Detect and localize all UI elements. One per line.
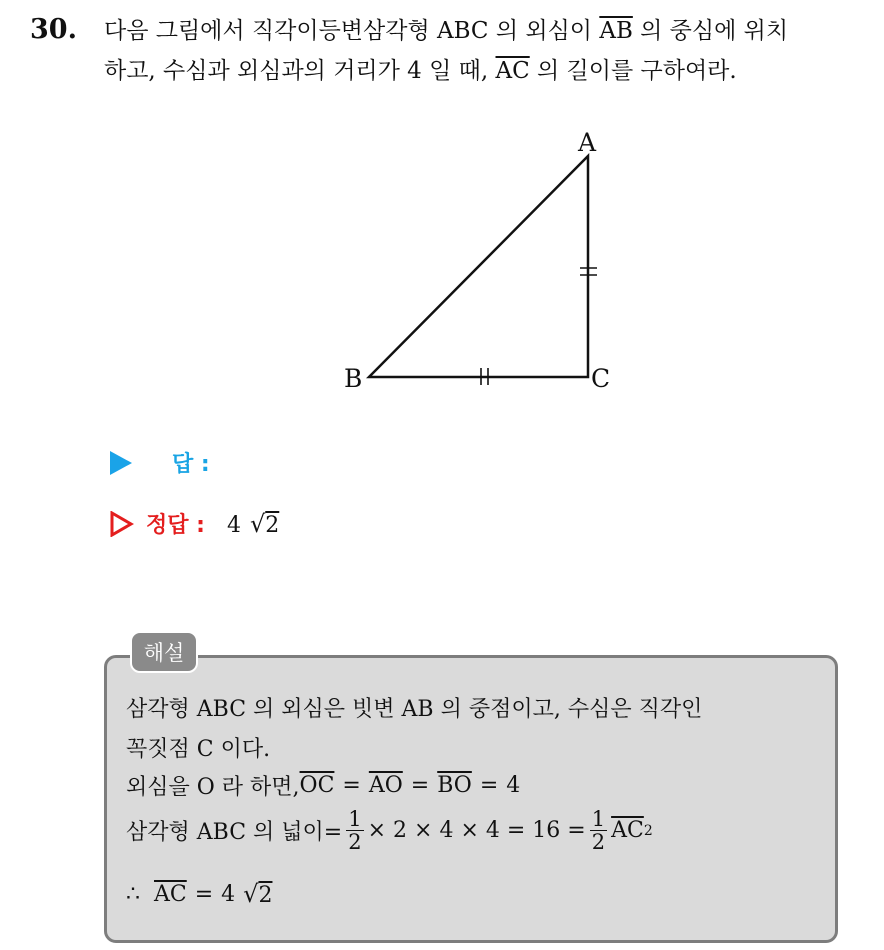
segment-ab: $\overline{AB}$	[599, 18, 633, 44]
radical-sign-icon: √	[243, 880, 259, 908]
result-sqrt	[241, 880, 272, 908]
fraction-half	[346, 808, 363, 853]
explanation-line-2: 꼭짓점 C 이다.	[126, 737, 271, 762]
therefore-symbol: ∴	[126, 881, 140, 907]
fraction-half-2	[590, 808, 607, 853]
segment-ac-squared: $\overline{AC}$	[611, 818, 644, 843]
key-answer-radicand: 2	[265, 512, 280, 538]
equals-sign: =	[479, 773, 499, 798]
question-text-2a: 하고, 수심과 외심과의 거리가 4 일 때,	[104, 58, 496, 84]
explanation-value-3: 4	[506, 773, 521, 798]
radical-sign-icon: √	[249, 509, 266, 538]
fraction-numerator: 1	[591, 807, 606, 831]
explanation-line-4	[126, 808, 653, 853]
explanation-tag: 해설	[130, 631, 198, 673]
equals-sign: =	[342, 773, 361, 798]
question-number: 30.	[30, 14, 77, 45]
key-answer-coef: 4	[226, 512, 241, 538]
explanation-mid-4: × 2 × 4 × 4 = 16 =	[367, 818, 586, 843]
vertex-label-a: A	[578, 128, 597, 157]
answer-row	[110, 447, 210, 478]
question-text-1b: 의 중심에 위치	[632, 18, 789, 44]
explanation-line-5	[126, 880, 272, 908]
segment-bo: $\overline{BO}$	[437, 773, 472, 798]
key-answer-label: 정답 :	[146, 513, 205, 538]
explanation-text-4: 삼각형 ABC 의 넓이=	[126, 820, 343, 845]
question-line-1	[104, 16, 788, 46]
result-radicand: 2	[258, 883, 273, 908]
result-coef: 4	[221, 881, 236, 907]
answer-label: 답 :	[172, 452, 210, 477]
fraction-denominator: 2	[348, 830, 362, 854]
segment-oc: $\overline{OC}$	[299, 773, 335, 798]
key-answer-row	[110, 508, 279, 539]
key-answer-value	[227, 510, 279, 538]
explanation-line-1: 삼각형 ABC 의 외심은 빗변 AB 의 중점이고, 수심은 직각인	[126, 697, 703, 722]
equals-sign: =	[410, 773, 430, 798]
question-text-2b: 의 길이를 구하여라.	[529, 58, 737, 84]
question-text-1a: 다음 그림에서 직각이등변삼각형 ABC 의 외심이	[104, 18, 600, 44]
explanation-text-3: 외심을 O 라 하면,	[126, 775, 300, 800]
segment-ac: $\overline{AC}$	[495, 58, 530, 84]
exponent: 2	[643, 822, 653, 839]
fraction-denominator: 2	[591, 830, 606, 854]
answer-arrow-icon	[110, 451, 132, 475]
vertex-label-c: C	[591, 364, 611, 393]
triangle-figure	[330, 120, 650, 410]
segment-ao: $\overline{AO}$	[368, 773, 403, 798]
triangle-abc	[369, 156, 588, 377]
segment-ac-result: $\overline{AC}$	[154, 881, 187, 907]
key-arrow-icon	[110, 511, 134, 537]
key-answer-sqrt	[248, 510, 279, 538]
explanation-line-3	[126, 770, 520, 801]
fraction-numerator: 1	[348, 807, 362, 831]
vertex-label-b: B	[344, 364, 363, 393]
question-line-2	[104, 56, 737, 86]
equals-sign: =	[194, 881, 214, 907]
